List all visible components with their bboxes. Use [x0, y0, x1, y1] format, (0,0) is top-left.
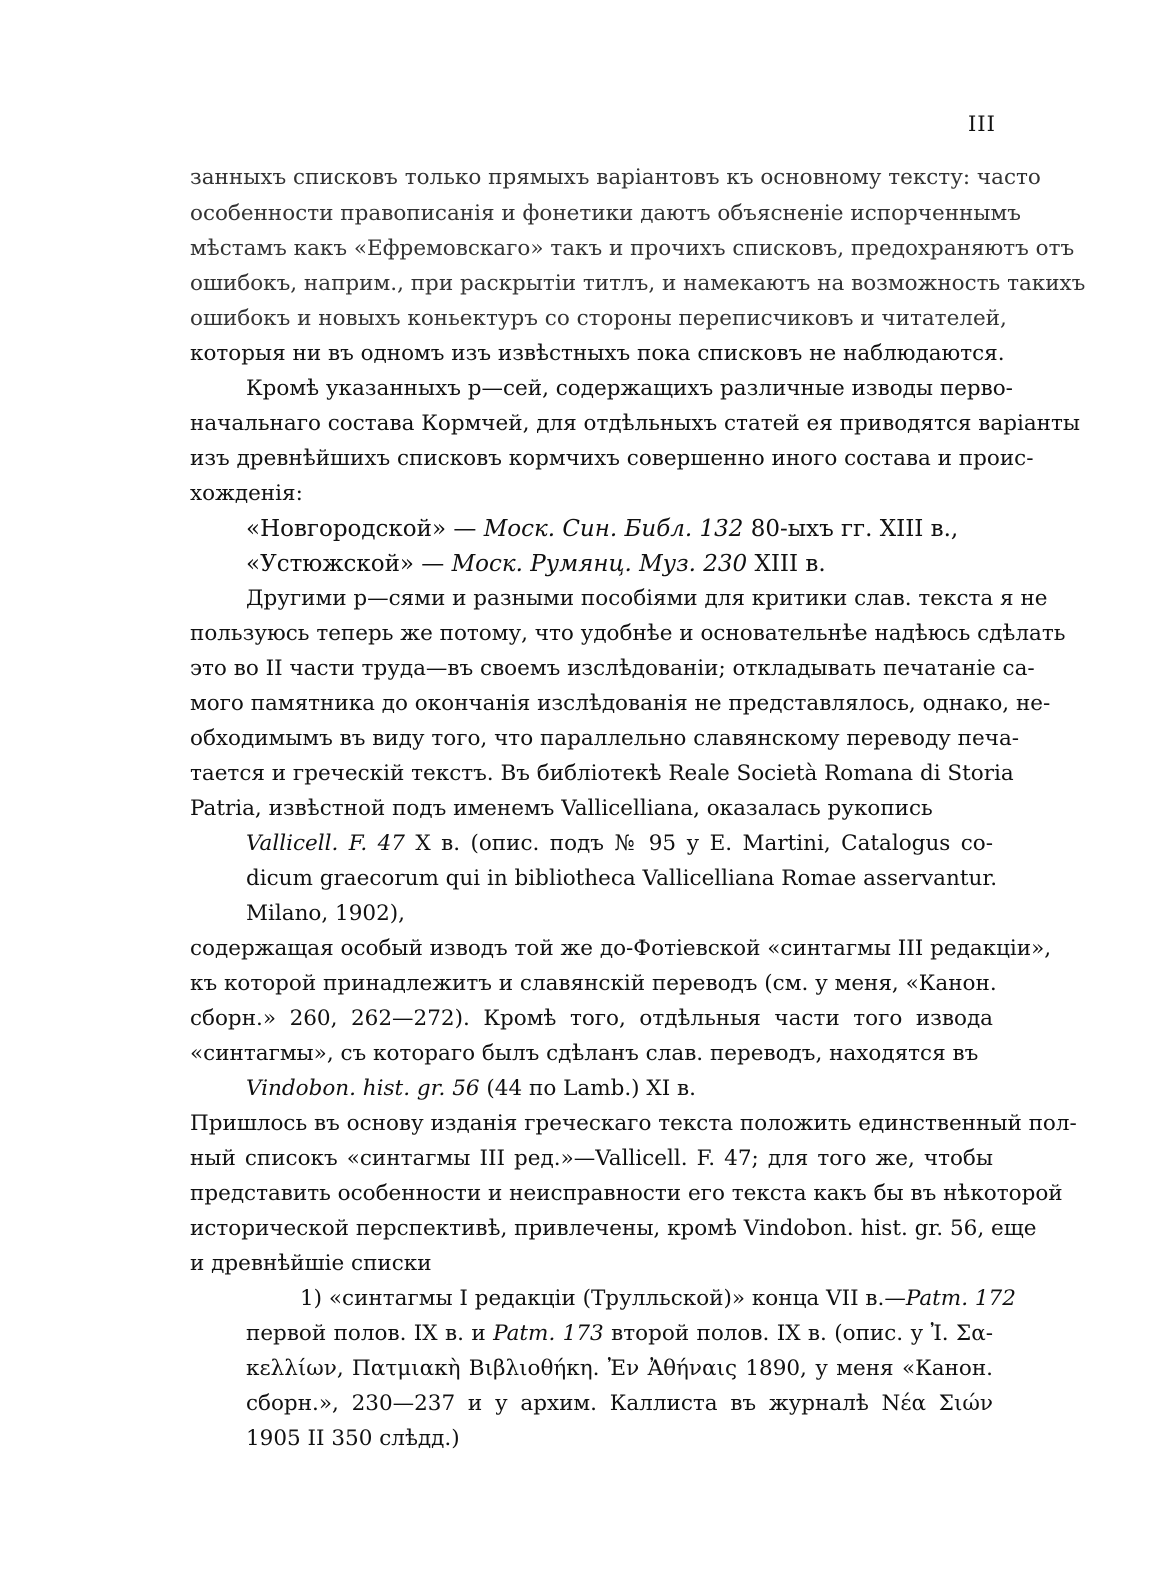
text-line: исторической перспективѣ, привлечены, кромѣ Vindobon. hist. gr. 56, еще — [190, 1216, 1037, 1241]
text-line: содержащая особый изводъ той же до-Фотіевской «синтагмы III редакціи», — [190, 936, 1052, 961]
text-line: которыя ни въ одномъ изъ извѣстныхъ пока списковъ не наблюдаются. — [190, 341, 1005, 366]
text-line: «синтагмы», съ котораго былъ сдѣланъ слав. переводъ, находятся въ — [190, 1041, 979, 1066]
text-line: ный списокъ «синтагмы III ред.»—Vallicell. F. 47; для того же, чтобы — [190, 1146, 993, 1171]
reference-line: Milano, 1902), — [246, 901, 405, 926]
text-line: это во II части труда—въ своемъ изслѣдованіи; откладывать печатаніе са- — [190, 656, 1035, 681]
list-item-line: сборн.», 230—237 и у архим. Каллиста въ журналѣ Νέα Σιών — [246, 1391, 993, 1416]
reference-line: dicum graecorum qui in bibliotheca Vallicelliana Romae asservantur. — [246, 866, 998, 891]
text-line: къ которой принадлежитъ и славянскій переводъ (см. у меня, «Канон. — [190, 971, 997, 996]
reference-line: «Новгородской» — Моск. Син. Библ. 132 80-ыхъ гг. XIII в., — [246, 516, 959, 542]
list-item-line: κελλίων, Πατμιακὴ Βιβλιοθήκη. Ἐν Ἀθήναις 1890, у меня «Канон. — [246, 1356, 993, 1381]
reference-line: Vallicell. F. 47 X в. (опис. подъ № 95 у E. Martini, Catalogus co- — [246, 831, 993, 856]
list-item-line: 1905 II 350 слѣдд.) — [246, 1426, 460, 1451]
page-number: III — [968, 112, 996, 136]
text-line: хожденія: — [190, 481, 303, 506]
text-line: ошибокъ, наприм., при раскрытіи титлъ, и намекаютъ на возможность такихъ — [190, 271, 1086, 296]
text-line: мѣстамъ какъ «Ефремовскаго» такъ и прочихъ списковъ, предохраняютъ отъ — [190, 236, 1075, 261]
text-line: изъ древнѣйшихъ списковъ кормчихъ совершенно иного состава и проис- — [190, 446, 1034, 471]
text-line: Пришлось въ основу изданія греческаго текста положить единственный пол- — [190, 1111, 1077, 1136]
text-line: Другими р—сями и разными пособіями для критики слав. текста я не — [246, 586, 1048, 611]
text-line: Patria, извѣстной подъ именемъ Vallicelliana, оказалась рукопись — [190, 796, 933, 821]
text-line: особенности правописанія и фонетики даютъ объясненіе испорченнымъ — [190, 201, 1021, 226]
text-line: мого памятника до окончанія изслѣдованія не представлялось, однако, не- — [190, 691, 1051, 716]
list-item-line: 1) «синтагмы I редакціи (Трулльской)» конца VII в.—Patm. 172 — [300, 1286, 1016, 1311]
reference-line: «Устюжской» — Моск. Румянц. Муз. 230 XIII в. — [246, 551, 826, 577]
text-line: сборн.» 260, 262—272). Кромѣ того, отдѣльныя части того извода — [190, 1006, 993, 1031]
text-line: начальнаго состава Кормчей, для отдѣльныхъ статей ея приводятся варіанты — [190, 411, 1080, 436]
text-line: представить особенности и неисправности его текста какъ бы въ нѣкоторой — [190, 1181, 1063, 1206]
text-line: пользуюсь теперь же потому, что удобнѣе и основательнѣе надѣюсь сдѣлать — [190, 621, 1066, 646]
text-line: ошибокъ и новыхъ коньектуръ со стороны переписчиковъ и читателей, — [190, 306, 1007, 331]
list-item-line: первой полов. IX в. и Patm. 173 второй полов. IX в. (опис. у Ἰ. Σα- — [246, 1321, 993, 1346]
reference-line: Vindobon. hist. gr. 56 (44 по Lamb.) XI в. — [246, 1076, 696, 1101]
text-line: тается и греческій текстъ. Въ библіотекѣ Reale Società Romana di Storia — [190, 761, 1014, 786]
text-line: обходимымъ въ виду того, что параллельно славянскому переводу печа- — [190, 726, 1020, 751]
text-line: Кромѣ указанныхъ р—сей, содержащихъ различные изводы перво- — [246, 376, 1013, 401]
text-line: занныхъ списковъ только прямыхъ варіантовъ къ основному тексту: часто — [190, 165, 1041, 190]
text-line: и древнѣйшіе списки — [190, 1251, 432, 1276]
